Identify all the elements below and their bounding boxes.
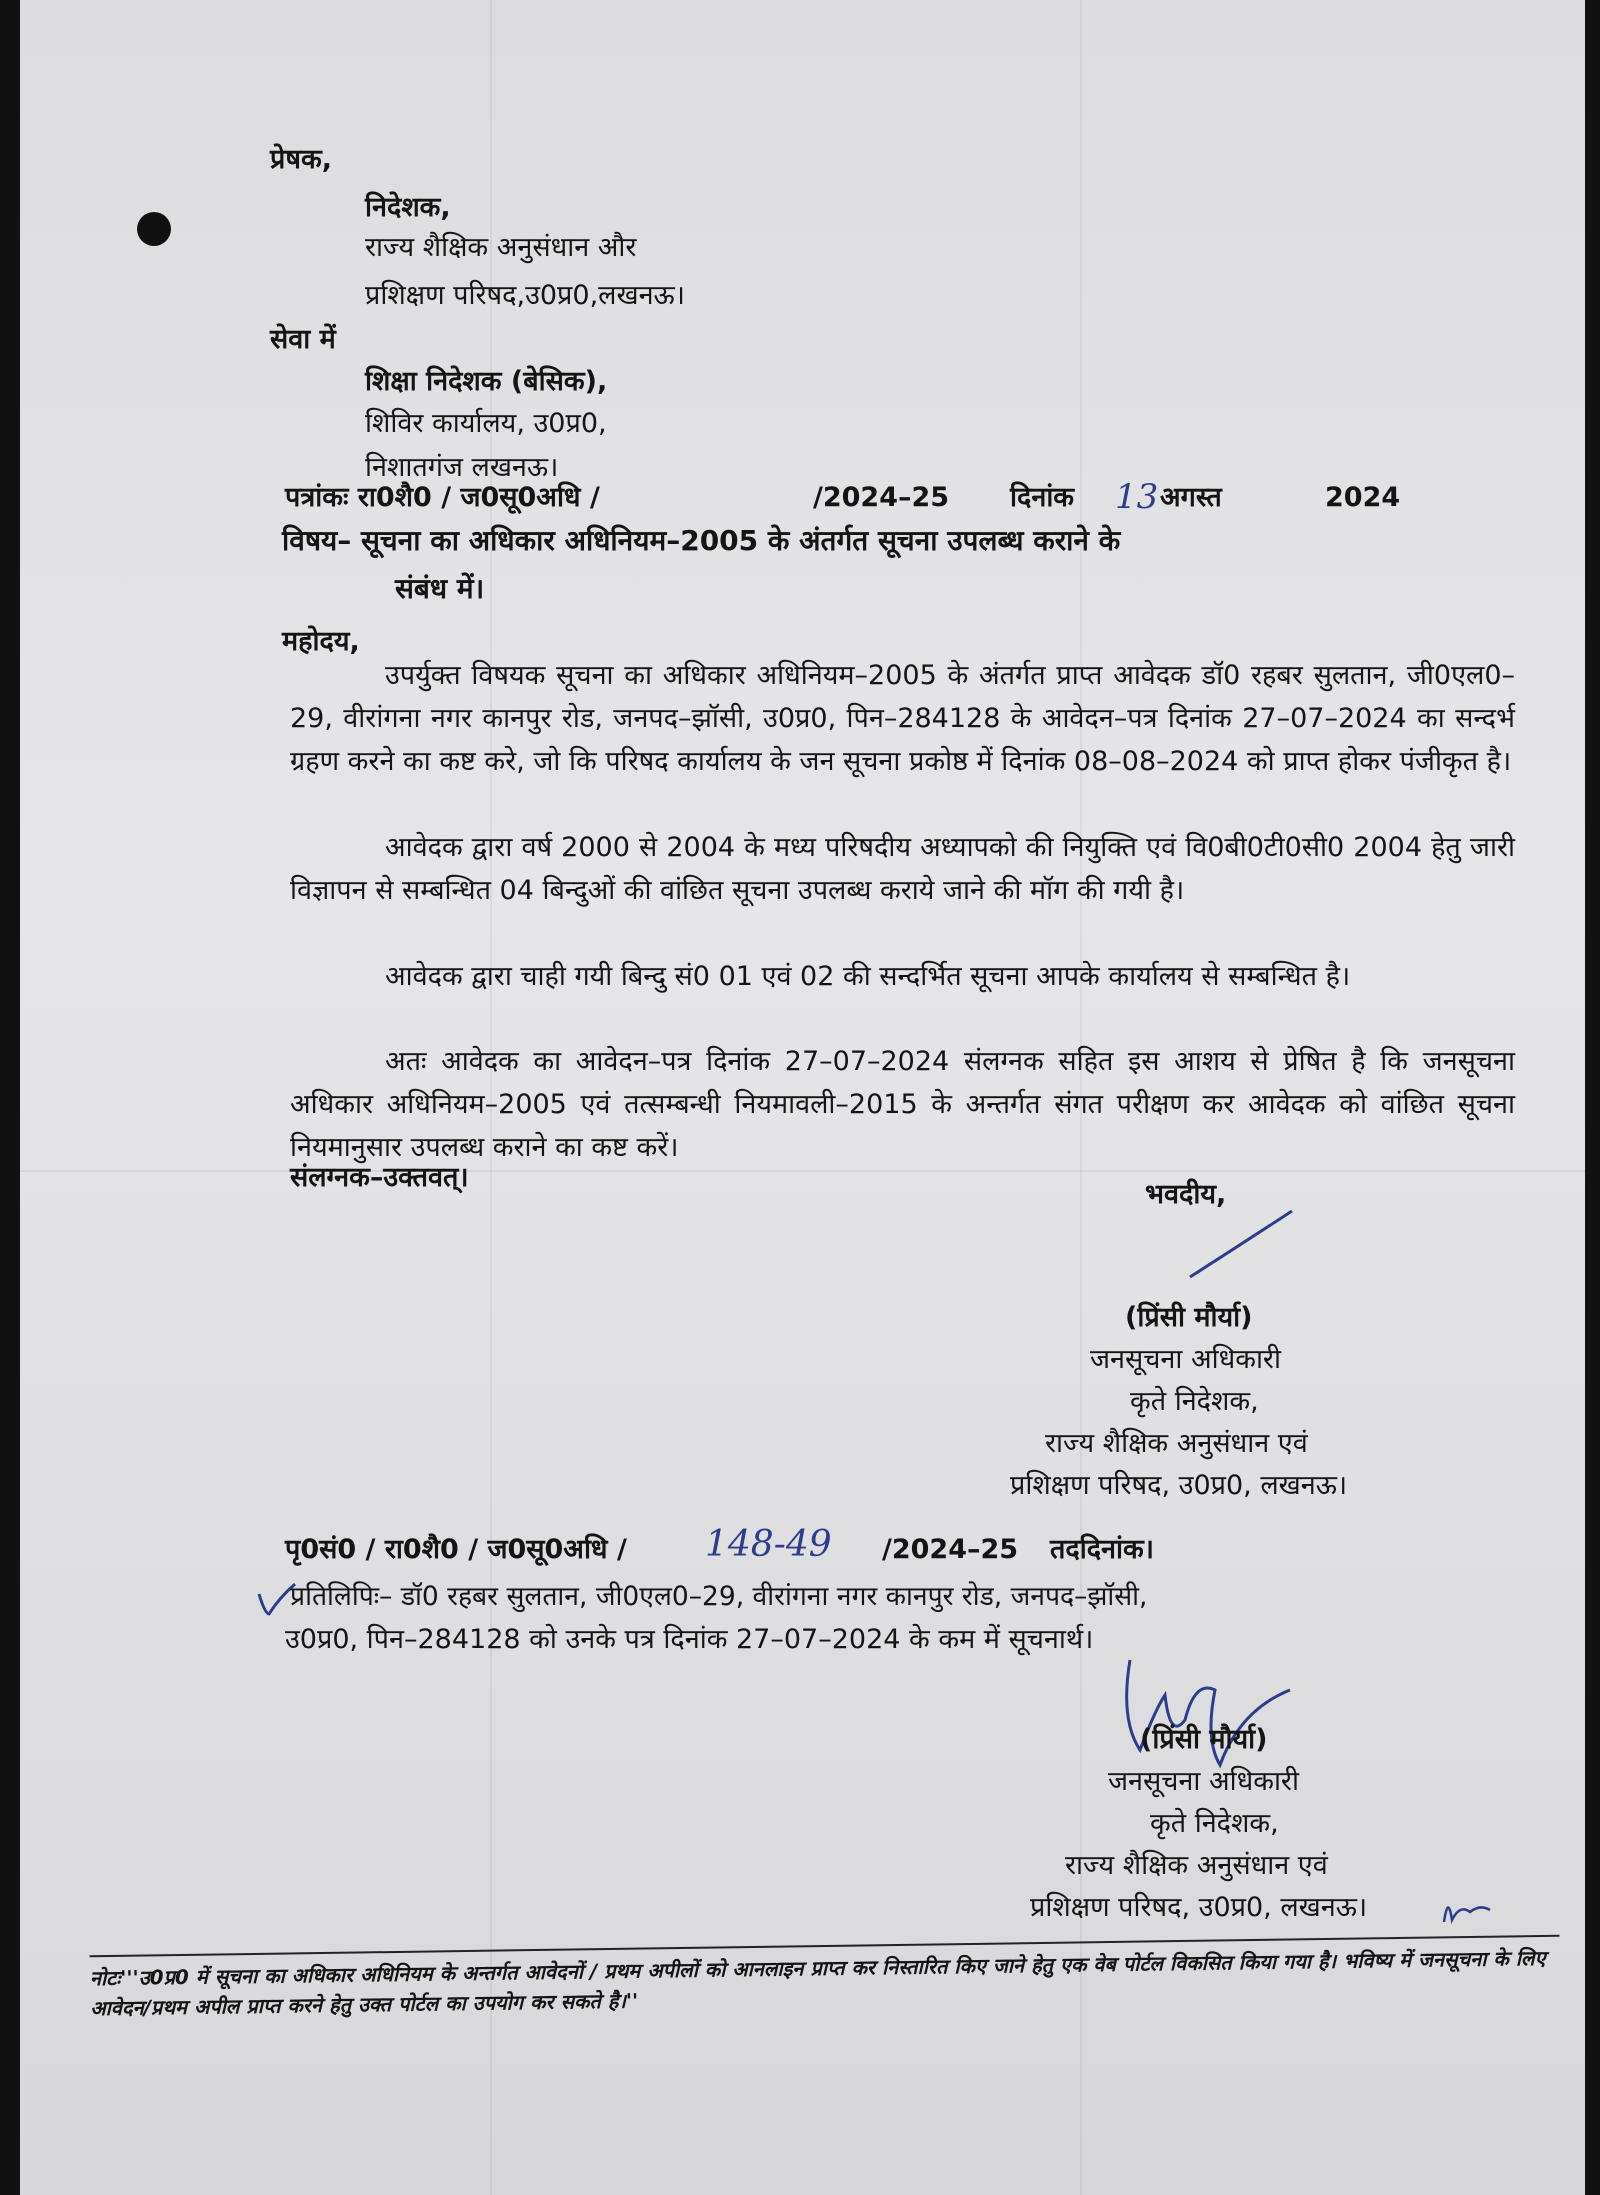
letter-paper (20, 0, 1585, 2195)
endorsement-date: तददिनांक। (1050, 1534, 1155, 1565)
signatory2-name: (प्रिंसी मौर्या) (1140, 1724, 1268, 1755)
date-label: दिनांक (1010, 482, 1075, 513)
footnote: नोटः'''उ0प्र0 में सूचना का अधिकार अधिनियम के अन्तर्गत आवेदनों / प्रथम अपीलों को आनलाइन प्राप्त कर निस्तारित किए जाने हेतु एक वेब पोर्टल विकसित किया गया है। भविष्य में जनसूचना के लिए आवेदन/प्रथम अपील प्राप्त करने हेतु उक्त पोर्टल का उपयोग कर सकते है।'' (90, 1935, 1561, 2024)
signatory1-line3: प्रशिक्षण परिषद, उ0प्र0, लखनऊ। (1010, 1470, 1348, 1501)
sender-line2: प्रशिक्षण परिषद,उ0प्र0,लखनऊ। (365, 280, 685, 311)
recipient-line1: शिविर कार्यालय, उ0प्र0, (365, 408, 607, 439)
body-paragraph-4: अतः आवेदक का आवेदन–पत्र दिनांक 27–07–2024 संलग्नक सहित इस आशय से प्रेषित है कि जनसूचना अधिकार अधिनियम–2005 एवं तत्सम्बन्धी नियमावली–2015 के अन्तर्गत संगत परीक्षण कर आवेदक को वांछित सूचना नियमानुसार उपलब्ध कराने का कष्ट करें। (290, 1046, 1515, 1163)
copy-line1: प्रतिलिपिः– डॉ0 रहबर सुलतान, जी0एल0–29, वीरांगना नगर कानपुर रोड, जनपद–झॉसी, (290, 1581, 1148, 1612)
letter-number: पत्रांकः रा0शै0 / ज0सू0अधि / (285, 482, 600, 513)
endorsement-handwritten-number: 148-49 (705, 1524, 832, 1565)
letter-year: /2024–25 (813, 482, 950, 513)
sender-title: निदेशक, (365, 192, 451, 223)
punch-hole (137, 212, 171, 246)
copy-line2: उ0प्र0, पिन–284128 को उनके पत्र दिनांक 27–07–2024 के कम में सूचनार्थ। (285, 1624, 1094, 1655)
signatory1-line1: कृते निदेशक, (1130, 1386, 1259, 1417)
endorsement-year: /2024–25 (882, 1534, 1019, 1565)
sender-label: प्रेषक, (270, 144, 332, 175)
subject-line2: संबंध में। (395, 572, 485, 605)
endorsement-ref: पृ0सं0 / रा0शै0 / ज0सू0अधि / (285, 1534, 627, 1565)
signature-stroke-1 (1180, 1205, 1300, 1285)
recipient-line2: निशातगंज लखनऊ। (365, 452, 559, 483)
body-paragraph-1: उपर्युक्त विषयक सूचना का अधिकार अधिनियम–2005 के अंतर्गत प्राप्त आवेदक डॉ0 रहबर सुलतान, जी0एल0–29, वीरांगना नगर कानपुर रोड, जनपद–झॉसी, उ0प्र0, पिन–284128 के आवेदन–पत्र दिनांक 27–07–2024 का सन्दर्भ ग्रहण करने का कष्ट करे, जो कि परिषद कार्यालय के जन सूचना प्रकोष्ठ में दिनांक 08–08–2024 को प्राप्त होकर पंजीकृत है। (290, 660, 1515, 777)
date-year: 2024 (1325, 482, 1401, 513)
body-paragraph-3: आवेदक द्वारा चाही गयी बिन्दु सं0 01 एवं 02 की सन्दर्भित सूचना आपके कार्यालय से सम्बन्धित है। (385, 961, 1351, 992)
salutation: महोदय, (282, 626, 360, 657)
initials-scribble (1440, 1890, 1495, 1930)
date-month: अगस्त (1160, 482, 1222, 513)
signatory2-line1: कृते निदेशक, (1150, 1808, 1279, 1839)
fold-crease (20, 1170, 1585, 1172)
subject-line1: विषय– सूचना का अधिकार अधिनियम–2005 के अंतर्गत सूचना उपलब्ध कराने के (282, 524, 1121, 557)
signatory2-line2: राज्य शैक्षिक अनुसंधान एवं (1065, 1850, 1328, 1881)
sender-line1: राज्य शैक्षिक अनुसंधान और (365, 232, 637, 263)
date-day-handwritten: 13 (1115, 477, 1159, 517)
signatory1-name: (प्रिंसी मौर्या) (1125, 1302, 1253, 1333)
signatory1-line2: राज्य शैक्षिक अनुसंधान एवं (1045, 1428, 1308, 1459)
recipient-title: शिक्षा निदेशक (बेसिक), (365, 366, 608, 397)
closing: भवदीय, (1145, 1179, 1227, 1210)
signatory1-designation: जनसूचना अधिकारी (1090, 1344, 1281, 1375)
signatory2-line3: प्रशिक्षण परिषद, उ0प्र0, लखनऊ। (1030, 1892, 1368, 1923)
enclosure-note: संलग्नक–उक्तवत्। (290, 1162, 469, 1193)
signature-scribble-2 (1110, 1650, 1300, 1780)
body-paragraph-2: आवेदक द्वारा वर्ष 2000 से 2004 के मध्य परिषदीय अध्यापको की नियुक्ति एवं वि0बी0टी0सी0 2004 हेतु जारी विज्ञापन से सम्बन्धित 04 बिन्दुओं की वांछित सूचना उपलब्ध कराये जाने की मॉग की गयी है। (290, 832, 1515, 906)
signatory2-designation: जनसूचना अधिकारी (1108, 1766, 1299, 1797)
recipient-label: सेवा में (270, 324, 336, 355)
